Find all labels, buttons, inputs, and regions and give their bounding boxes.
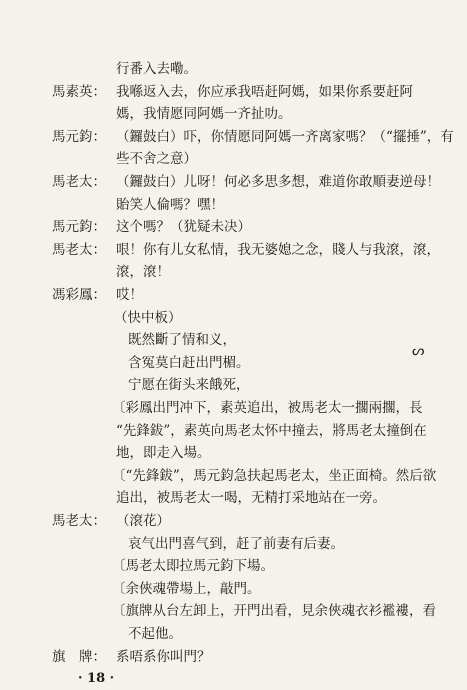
line-text: （滾花） xyxy=(116,513,170,529)
script-line xyxy=(0,81,467,103)
line-text: 些不舍之意） xyxy=(116,151,197,168)
line-text: 宁愿在街头来餓死， xyxy=(128,377,250,394)
speaker-label: 馬老太： xyxy=(52,241,106,258)
line-text: 我喺返入去，你应承我唔赶阿媽，如果你系要赶阿 xyxy=(116,83,413,100)
line-text: 哀气出門喜气到，赶了前妻有后妻。 xyxy=(128,535,344,552)
line-text: 行番入去嘞。 xyxy=(116,61,197,77)
script-line xyxy=(0,194,467,216)
script-line xyxy=(0,352,467,374)
line-text: 哎！ xyxy=(116,287,143,303)
line-text: 既然斷了情和义， xyxy=(128,332,236,349)
script-line xyxy=(0,329,467,351)
script-line xyxy=(0,487,467,509)
script-line xyxy=(0,58,467,80)
line-text: 这个嗎？（犹疑未决） xyxy=(116,219,251,236)
stray-ink-mark-icon: ᔕ xyxy=(412,343,425,359)
script-line xyxy=(0,600,467,622)
line-text: （鑼鼓白）吓，你情愿同阿媽一齐离家嗎？（“擺捶”，有 xyxy=(116,128,454,145)
line-text: 含冤莫白赶出門楣。 xyxy=(128,354,250,371)
script-line xyxy=(0,578,467,600)
speaker-label: 馬老太： xyxy=(52,174,106,190)
script-line xyxy=(0,148,467,170)
script-line xyxy=(0,239,467,261)
script-line xyxy=(0,103,467,125)
speaker-label: 馬素英： xyxy=(52,83,106,100)
script-line xyxy=(0,216,467,238)
script-line xyxy=(0,533,467,555)
line-text: 貽笑人倫嗎？嘿！ xyxy=(116,196,224,213)
speaker-label: 旗 牌： xyxy=(52,648,106,665)
script-line xyxy=(0,420,467,442)
line-text: 〔彩鳳出門冲下，素英追出，被馬老太一擱兩擱，長 xyxy=(112,400,423,416)
script-line xyxy=(0,284,467,306)
speaker-label: 馮彩鳳： xyxy=(52,287,106,303)
line-text: 地，即走入場。 xyxy=(116,445,211,462)
page-number: · 18 · xyxy=(78,671,115,687)
speaker-label: 馬老太： xyxy=(52,513,106,529)
script-line xyxy=(0,171,467,193)
script-line xyxy=(0,555,467,577)
line-text: “先鋒鈸”，素英向馬老太怀中撞去，將馬老太撞倒在 xyxy=(116,422,427,439)
line-text: 〔馬老太即拉馬元鈞下場。 xyxy=(112,558,274,575)
speaker-label: 馬元鈞： xyxy=(52,219,106,236)
script-line xyxy=(0,307,467,329)
line-text: （快中板） xyxy=(114,309,182,326)
line-text: （鑼鼓白）儿呀！何必多思多想，难道你敢順妻逆母！ xyxy=(116,174,440,190)
script-line xyxy=(0,442,467,464)
script-line xyxy=(0,126,467,148)
speaker-label: 馬元鈞： xyxy=(52,128,106,145)
line-text: 追出，被馬老太一喝，无精打采地站在一旁。 xyxy=(116,490,386,507)
line-text: 不起他。 xyxy=(128,626,182,642)
script-line xyxy=(0,623,467,645)
line-text: 〔余俠魂帶場上，敲門。 xyxy=(112,580,261,597)
script-line xyxy=(0,261,467,283)
line-text: 系唔系你叫門？ xyxy=(116,648,211,665)
script-line xyxy=(0,646,467,668)
script-line xyxy=(0,374,467,396)
line-text: 〔“先鋒鈸”，馬元鈞急扶起馬老太，坐正面椅。然后欲 xyxy=(112,467,437,484)
script-line xyxy=(0,510,467,532)
script-line xyxy=(0,397,467,419)
line-text: 媽，我情愿同阿媽一齐扯叻。 xyxy=(116,106,292,123)
script-line xyxy=(0,465,467,487)
line-text: 滾，滾！ xyxy=(116,264,170,281)
line-text: 〔旗牌从台左卸上，开門出看，見余俠魂衣衫襤褸，看 xyxy=(112,603,436,620)
line-text: 哏！你有儿女私情，我无婆媳之念，賤人与我滾，滾， xyxy=(116,241,440,258)
